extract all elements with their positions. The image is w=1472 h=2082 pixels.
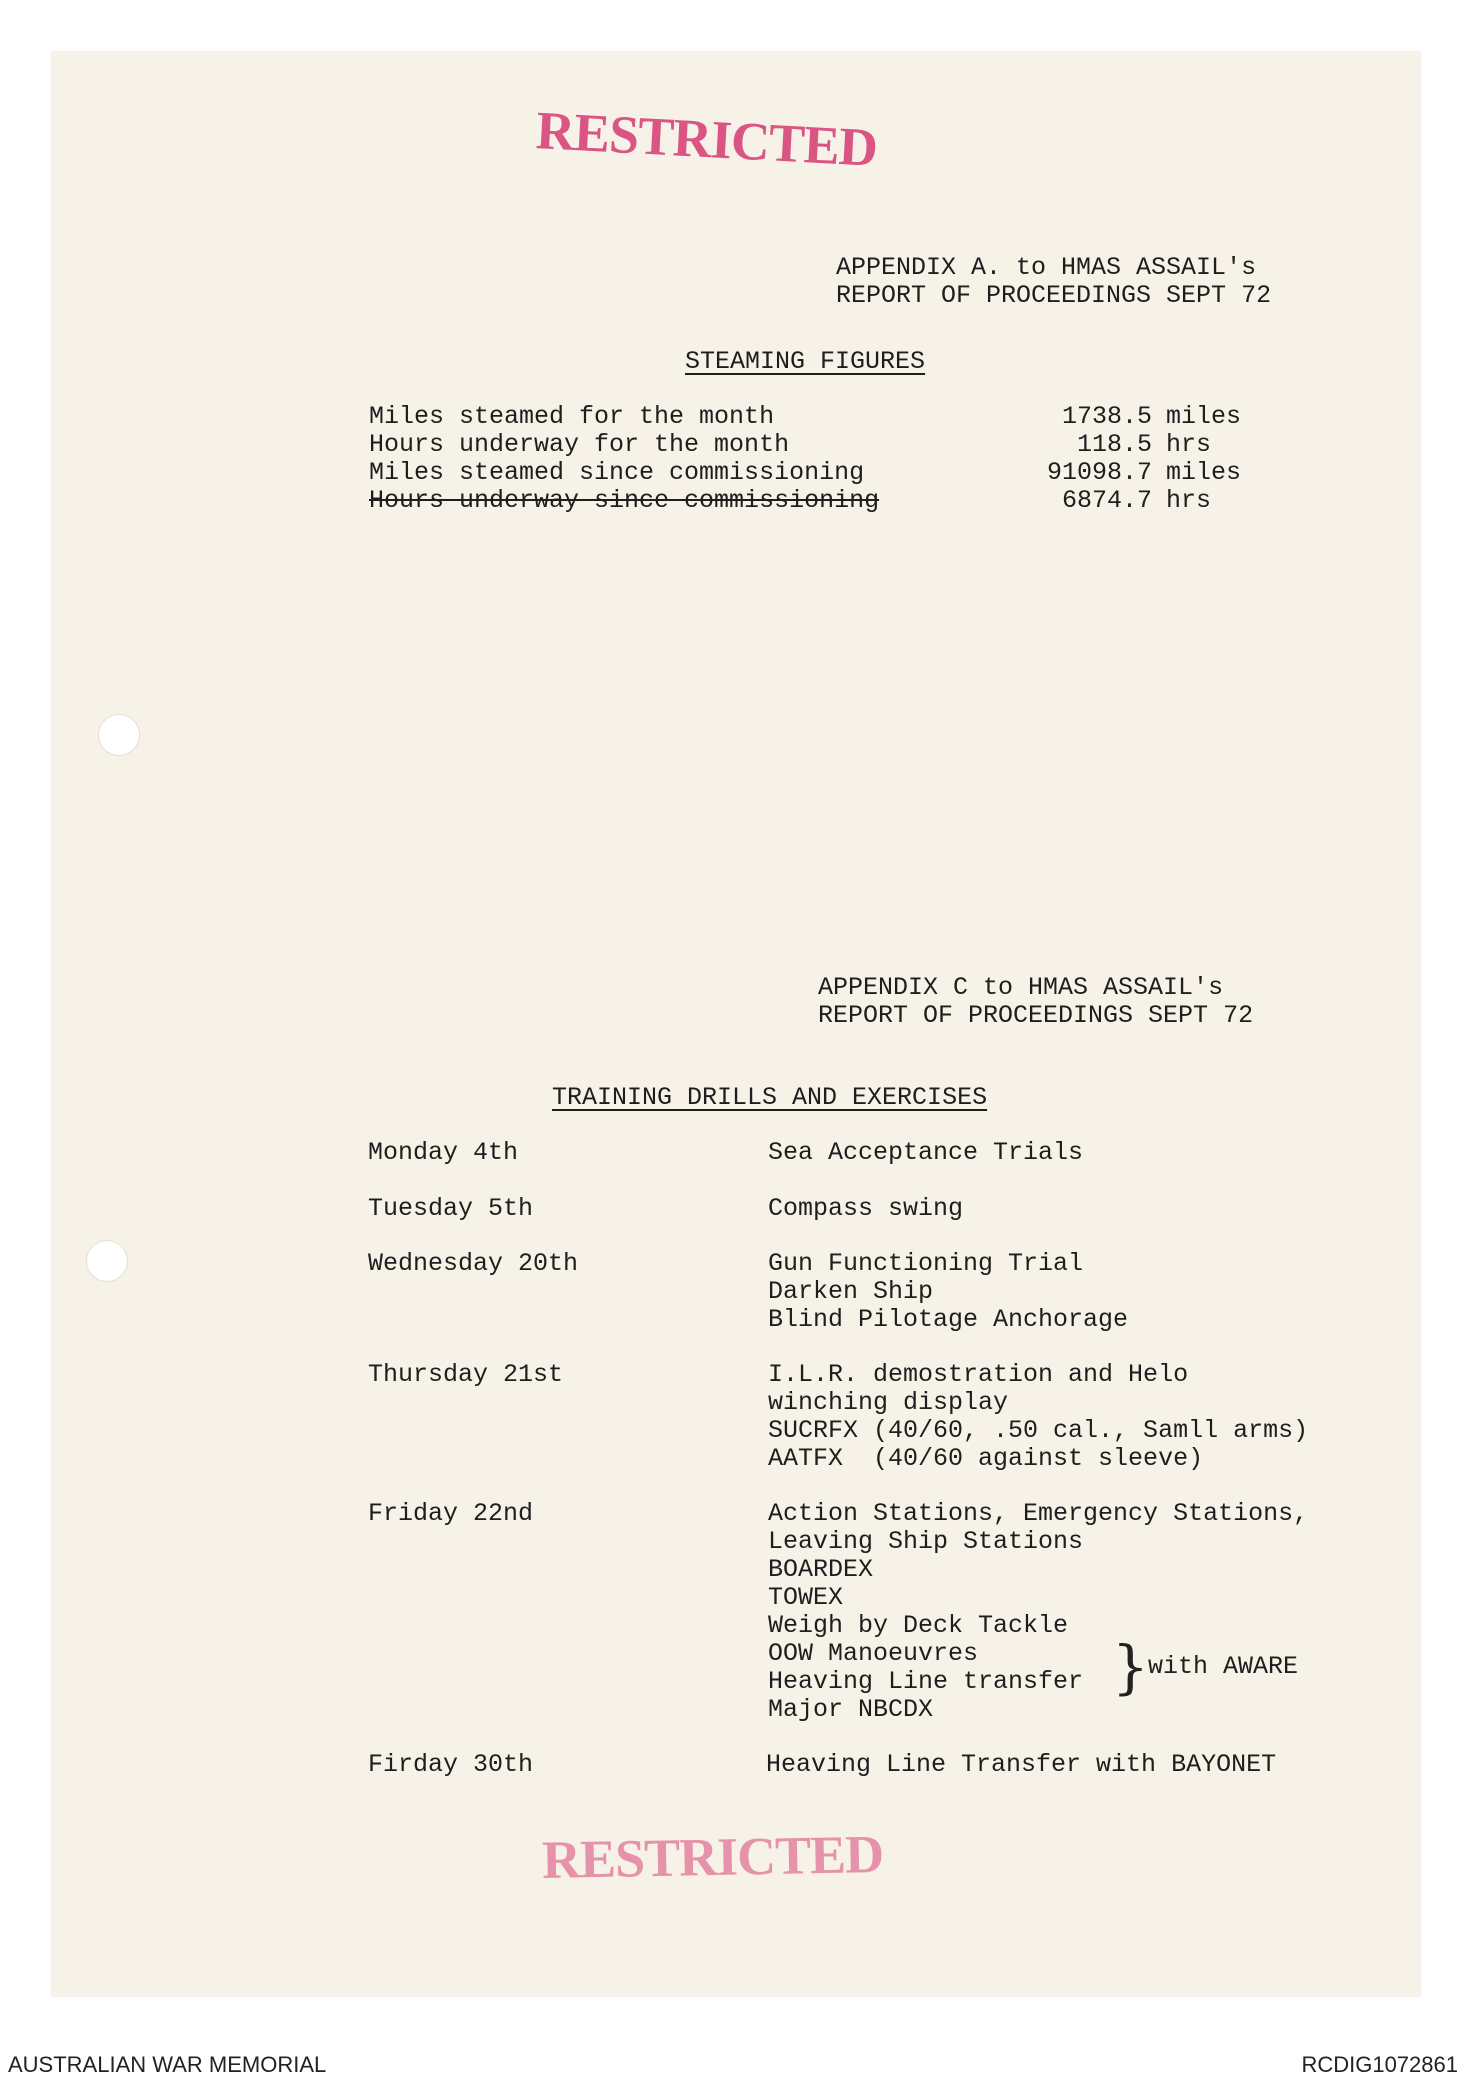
steaming-label: Miles steamed for the month (369, 402, 775, 431)
training-item: Compass swing (768, 1194, 964, 1223)
restricted-stamp-top: RESTRICTED (534, 100, 879, 178)
training-item: Gun Functioning Trial (768, 1249, 1084, 1278)
bracket-brace: } (1112, 1633, 1149, 1701)
steaming-unit: hrs (1166, 430, 1212, 459)
training-item: Major NBCDX (768, 1695, 934, 1724)
steaming-unit: hrs (1166, 486, 1212, 515)
training-item: SUCRFX (40/60, .50 cal., Samll arms) (768, 1416, 1309, 1445)
steaming-value: 118.5 (1076, 430, 1152, 459)
steaming-label: Miles steamed since commissioning (369, 458, 865, 487)
appendix-c-line1: APPENDIX C to HMAS ASSAIL's (818, 973, 1224, 1002)
restricted-stamp-bottom: RESTRICTED (541, 1824, 884, 1890)
training-item: I.L.R. demostration and Helo (768, 1360, 1189, 1389)
appendix-a-line2: REPORT OF PROCEEDINGS SEPT 72 (836, 281, 1272, 310)
training-item: Leaving Ship Stations (768, 1527, 1084, 1556)
training-item: AATFX (40/60 against sleeve) (768, 1444, 1204, 1473)
steaming-figures-heading: STEAMING FIGURES (685, 347, 926, 376)
training-day: Tuesday 5th (368, 1194, 534, 1223)
training-day: Friday 22nd (368, 1499, 534, 1528)
training-item: Action Stations, Emergency Stations, (768, 1499, 1309, 1528)
training-item: Darken Ship (768, 1277, 934, 1306)
training-day: Wednesday 20th (368, 1249, 579, 1278)
training-item: BOARDEX (768, 1555, 874, 1584)
footer-record-id: RCDIG1072861 (1301, 2052, 1458, 2077)
training-day: Thursday 21st (368, 1360, 564, 1389)
steaming-label: Hours underway for the month (369, 430, 790, 459)
training-item: Heaving Line transfer (768, 1667, 1084, 1696)
steaming-label: Hours underway since commissioning (369, 486, 880, 515)
appendix-a-line1: APPENDIX A. to HMAS ASSAIL's (836, 253, 1257, 282)
training-item: Blind Pilotage Anchorage (768, 1305, 1129, 1334)
steaming-unit: miles (1166, 402, 1242, 431)
footer-archive-name: AUSTRALIAN WAR MEMORIAL (8, 2052, 327, 2077)
steaming-value: 91098.7 (1046, 458, 1152, 487)
training-item: TOWEX (768, 1583, 844, 1612)
training-day: Monday 4th (368, 1138, 519, 1167)
training-item: OOW Manoeuvres (768, 1639, 979, 1668)
punch-hole-lower (86, 1240, 128, 1282)
training-item: Sea Acceptance Trials (768, 1138, 1084, 1167)
steaming-unit: miles (1166, 458, 1242, 487)
training-day: Firday 30th (368, 1750, 534, 1779)
bracket-note: with AWARE (1148, 1652, 1299, 1681)
training-item: Weigh by Deck Tackle (768, 1611, 1069, 1640)
training-item: winching display (768, 1388, 1009, 1417)
training-item: Heaving Line Transfer with BAYONET (766, 1750, 1277, 1779)
training-heading: TRAINING DRILLS AND EXERCISES (552, 1083, 988, 1112)
steaming-value: 6874.7 (1061, 486, 1152, 515)
steaming-value: 1738.5 (1061, 402, 1152, 431)
punch-hole-upper (98, 714, 140, 756)
appendix-c-line2: REPORT OF PROCEEDINGS SEPT 72 (818, 1001, 1254, 1030)
